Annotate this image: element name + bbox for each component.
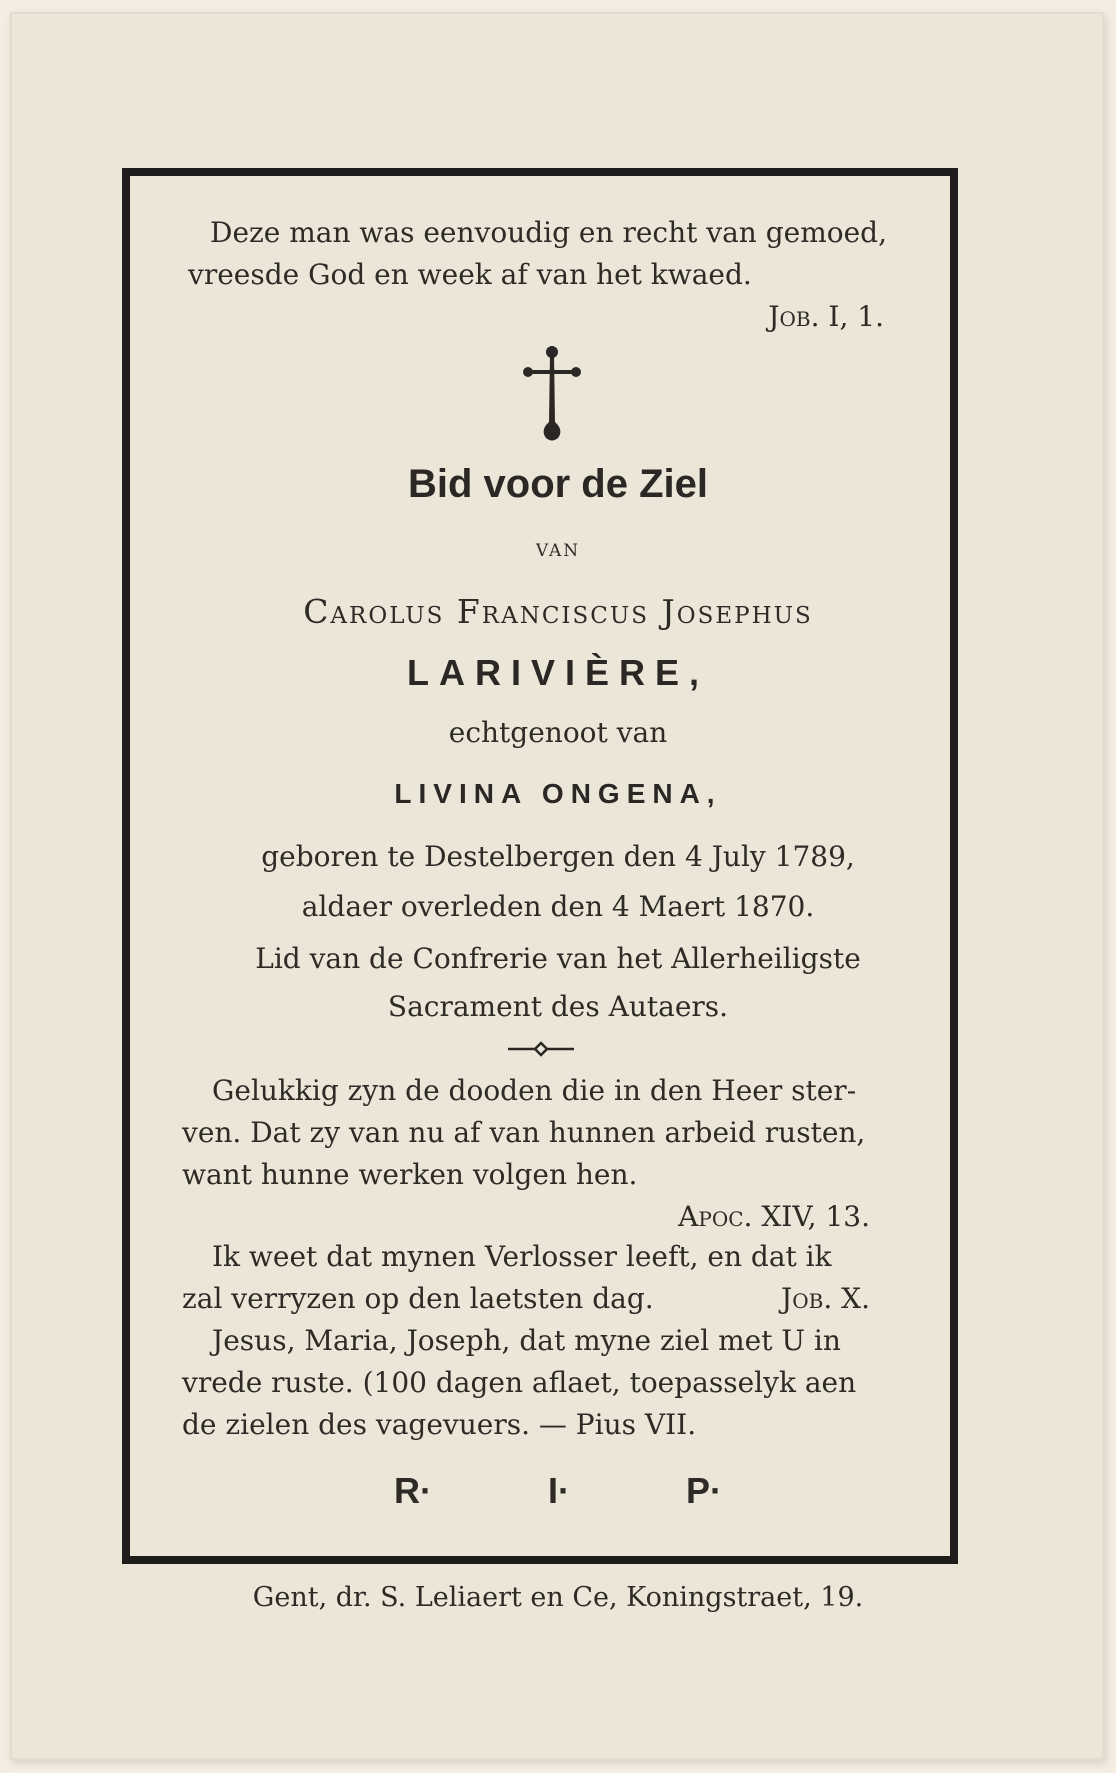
birth-detail: geboren te Destelbergen den 4 July 1789,: [261, 840, 855, 873]
rip-r: R·: [393, 1470, 432, 1511]
epigraph-line-1: [210, 216, 910, 249]
rip-p: P·: [686, 1470, 723, 1511]
prayer-line-3: de zielen des vagevuers. — Pius VII.: [182, 1408, 697, 1441]
rip-line: [0, 1470, 1116, 1512]
van-label: van: [535, 534, 581, 562]
membership-line-2: Sacrament des Autaers.: [387, 990, 729, 1023]
verse1-line-2: [182, 1116, 906, 1149]
spouse-intro: echtgenoot van: [448, 716, 668, 749]
surname: LARIVIÈRE,: [406, 652, 710, 693]
verse1-reference: Apoc. XIV, 13.: [678, 1200, 870, 1233]
death-detail: aldaer overleden den 4 Maert 1870.: [301, 890, 815, 923]
verse1-text-1: Gelukkig zyn de dooden die in den Heer ster-: [212, 1074, 857, 1107]
printer-imprint: Gent, dr. S. Leliaert en Ce, Koningstraet, 19.: [252, 1582, 864, 1613]
spouse-name: LIVINA ONGENA,: [394, 778, 722, 809]
ornament-divider-icon: [508, 1040, 574, 1058]
verse1-text-2: ven. Dat zy van nu af van hunnen arbeid rusten,: [182, 1116, 866, 1149]
epigraph-text-1: Deze man was eenvoudig en recht van gemoed,: [210, 216, 888, 249]
verse1-line-3: want hunne werken volgen hen.: [182, 1158, 638, 1191]
verse1-line-1: [212, 1074, 906, 1107]
page-title: Bid voor de Ziel: [407, 462, 709, 506]
membership-line-1: Lid van de Confrerie van het Allerheiligste: [255, 942, 861, 975]
cross-icon: [520, 344, 584, 444]
verse2-line-1: Ik weet dat mynen Verlosser leeft, en dat ik: [212, 1240, 832, 1273]
epigraph-line-2: vreesde God en week af van het kwaed.: [188, 258, 752, 291]
rip-i: I·: [548, 1470, 570, 1511]
prayer-line-1: Jesus, Maria, Joseph, dat myne ziel met U in: [212, 1324, 841, 1357]
epigraph-reference: Job. I, 1.: [768, 300, 884, 333]
given-names: Carolus Franciscus Josephus: [303, 592, 813, 631]
verse2-line-2: zal verryzen op den laetsten dag.: [182, 1282, 654, 1315]
prayer-line-2: vrede ruste. (100 dagen aflaet, toepasselyk aen: [182, 1366, 857, 1399]
verse2-reference: Job. X.: [781, 1282, 870, 1315]
